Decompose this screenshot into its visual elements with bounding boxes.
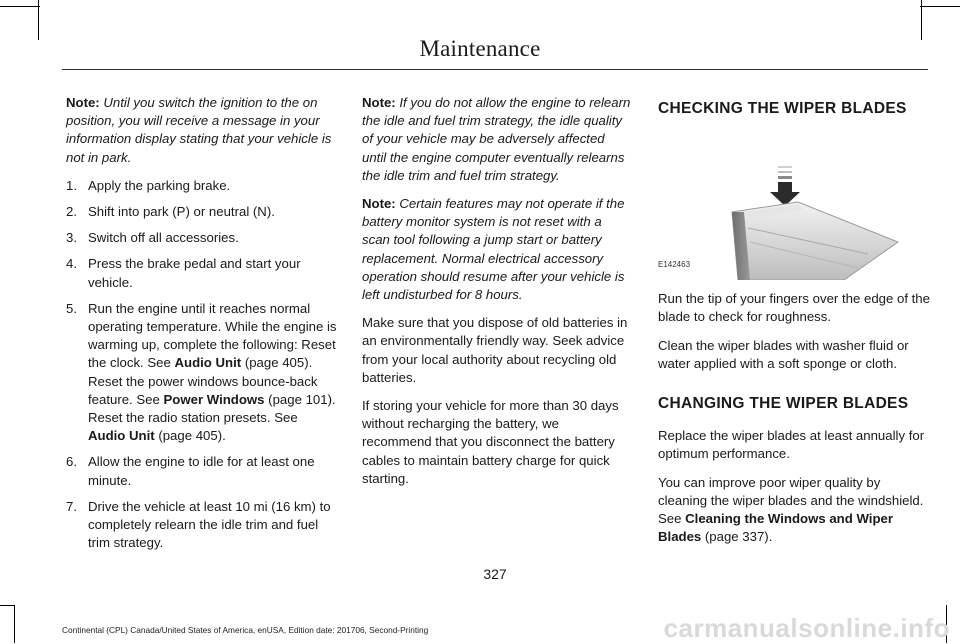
section-heading-changing: CHANGING THE WIPER BLADES xyxy=(658,395,909,413)
step-item: 5. Run the engine until it reaches normal operating temperature. While the engine is warming up, complete the following: Reset the clock. See Audio Unit (page 405). Reset the power windows bounce-back feature. See Power Windows (page 101). Reset the radio station presets. See Audio Unit (page 405). xyxy=(66,300,337,444)
page-number: 327 xyxy=(483,566,507,582)
body-paragraph: Make sure that you dispose of old batteries in an environmentally friendly way. Seek advice from your local authority about recycling old batteries. xyxy=(362,315,628,385)
body-paragraph: You can improve poor wiper quality by cleaning the wiper blades and the windshield. See Cleaning the Windows and Wiper Blades (page 337). xyxy=(658,474,924,545)
column-1 xyxy=(66,94,338,560)
step-item: 1. Apply the parking brake. xyxy=(66,177,231,193)
step-item: 4. Press the brake pedal and start your vehicle. xyxy=(66,256,301,290)
note-label: Note: xyxy=(66,95,100,110)
crop-mark-top-right-h xyxy=(920,6,960,7)
header-rule xyxy=(62,69,928,70)
note-paragraph xyxy=(66,94,338,167)
note-label: Note: xyxy=(362,196,396,212)
figure-id: E142463 xyxy=(658,260,691,269)
page-header-title: Maintenance xyxy=(419,36,541,61)
crop-mark-bottom-left-h xyxy=(0,605,14,606)
step-item: 3. Switch off all accessories. xyxy=(66,230,239,246)
crop-mark-top-left-h xyxy=(0,6,40,7)
note-text: If you do not allow the engine to relearn the idle and fuel trim strategy, the idle quality of your vehicle may be adversely affected until the engine computer eventually relearns the idle trim and fuel trim strategy. xyxy=(362,95,631,183)
column-3 xyxy=(658,94,930,556)
wiper-blade-figure xyxy=(658,132,930,280)
section-heading-checking: CHECKING THE WIPER BLADES xyxy=(658,100,907,117)
crop-mark-top-left-v xyxy=(38,0,39,40)
step-item: 2. Shift into park (P) or neutral (N). xyxy=(66,204,275,220)
note-text: Until you switch the ignition to the on position, you will receive a message in your information display stating that your vehicle is not in park. xyxy=(66,95,332,165)
cleaning-windows-link[interactable]: Cleaning the Windows and Wiper Blades xyxy=(658,511,893,545)
body-paragraph: Replace the wiper blades at least annually for optimum performance. xyxy=(658,428,925,462)
step-item: 6. Allow the engine to idle for at least one minute. xyxy=(66,454,315,488)
audio-unit-link[interactable]: Audio Unit xyxy=(88,428,155,444)
crop-mark-bottom-left-v xyxy=(14,605,15,643)
body-paragraph: Clean the wiper blades with washer fluid or water applied with a soft sponge or cloth. xyxy=(658,337,909,371)
note-paragraph xyxy=(362,195,632,304)
note-text: Certain features may not operate if the battery monitor system is not reset with a scan tool following a jump start or battery replacement. Normal electrical accessory operation should resume after your vehicle is left undisturbed for 8 hours. xyxy=(362,196,625,303)
watermark: carmanualsonline.info xyxy=(663,613,950,643)
arrow-down-icon xyxy=(770,166,800,206)
body-paragraph: Run the tip of your fingers over the edge of the blade to check for roughness. xyxy=(658,291,930,325)
note-label: Note: xyxy=(362,95,396,110)
footer-edition: Continental (CPL) Canada/United States of America, enUSA, Edition date: 201706, Second-Printing xyxy=(62,625,429,635)
crop-mark-top-right-v xyxy=(921,0,922,40)
wiper-blade-shape xyxy=(732,202,898,280)
wiper-blade-illustration xyxy=(658,132,930,280)
procedure-steps xyxy=(66,177,338,553)
body-paragraph: If storing your vehicle for more than 30 days without recharging the battery, we recommend that you disconnect the battery cables to maintain battery charge for quick starting. xyxy=(362,398,619,486)
power-windows-link[interactable]: Power Windows xyxy=(163,391,265,407)
column-2 xyxy=(362,94,632,498)
note-paragraph xyxy=(362,94,632,185)
step-item: 7. Drive the vehicle at least 10 mi (16 km) to completely relearn the idle trim and fuel trim strategy. xyxy=(66,498,331,551)
audio-unit-link[interactable]: Audio Unit xyxy=(174,355,242,371)
